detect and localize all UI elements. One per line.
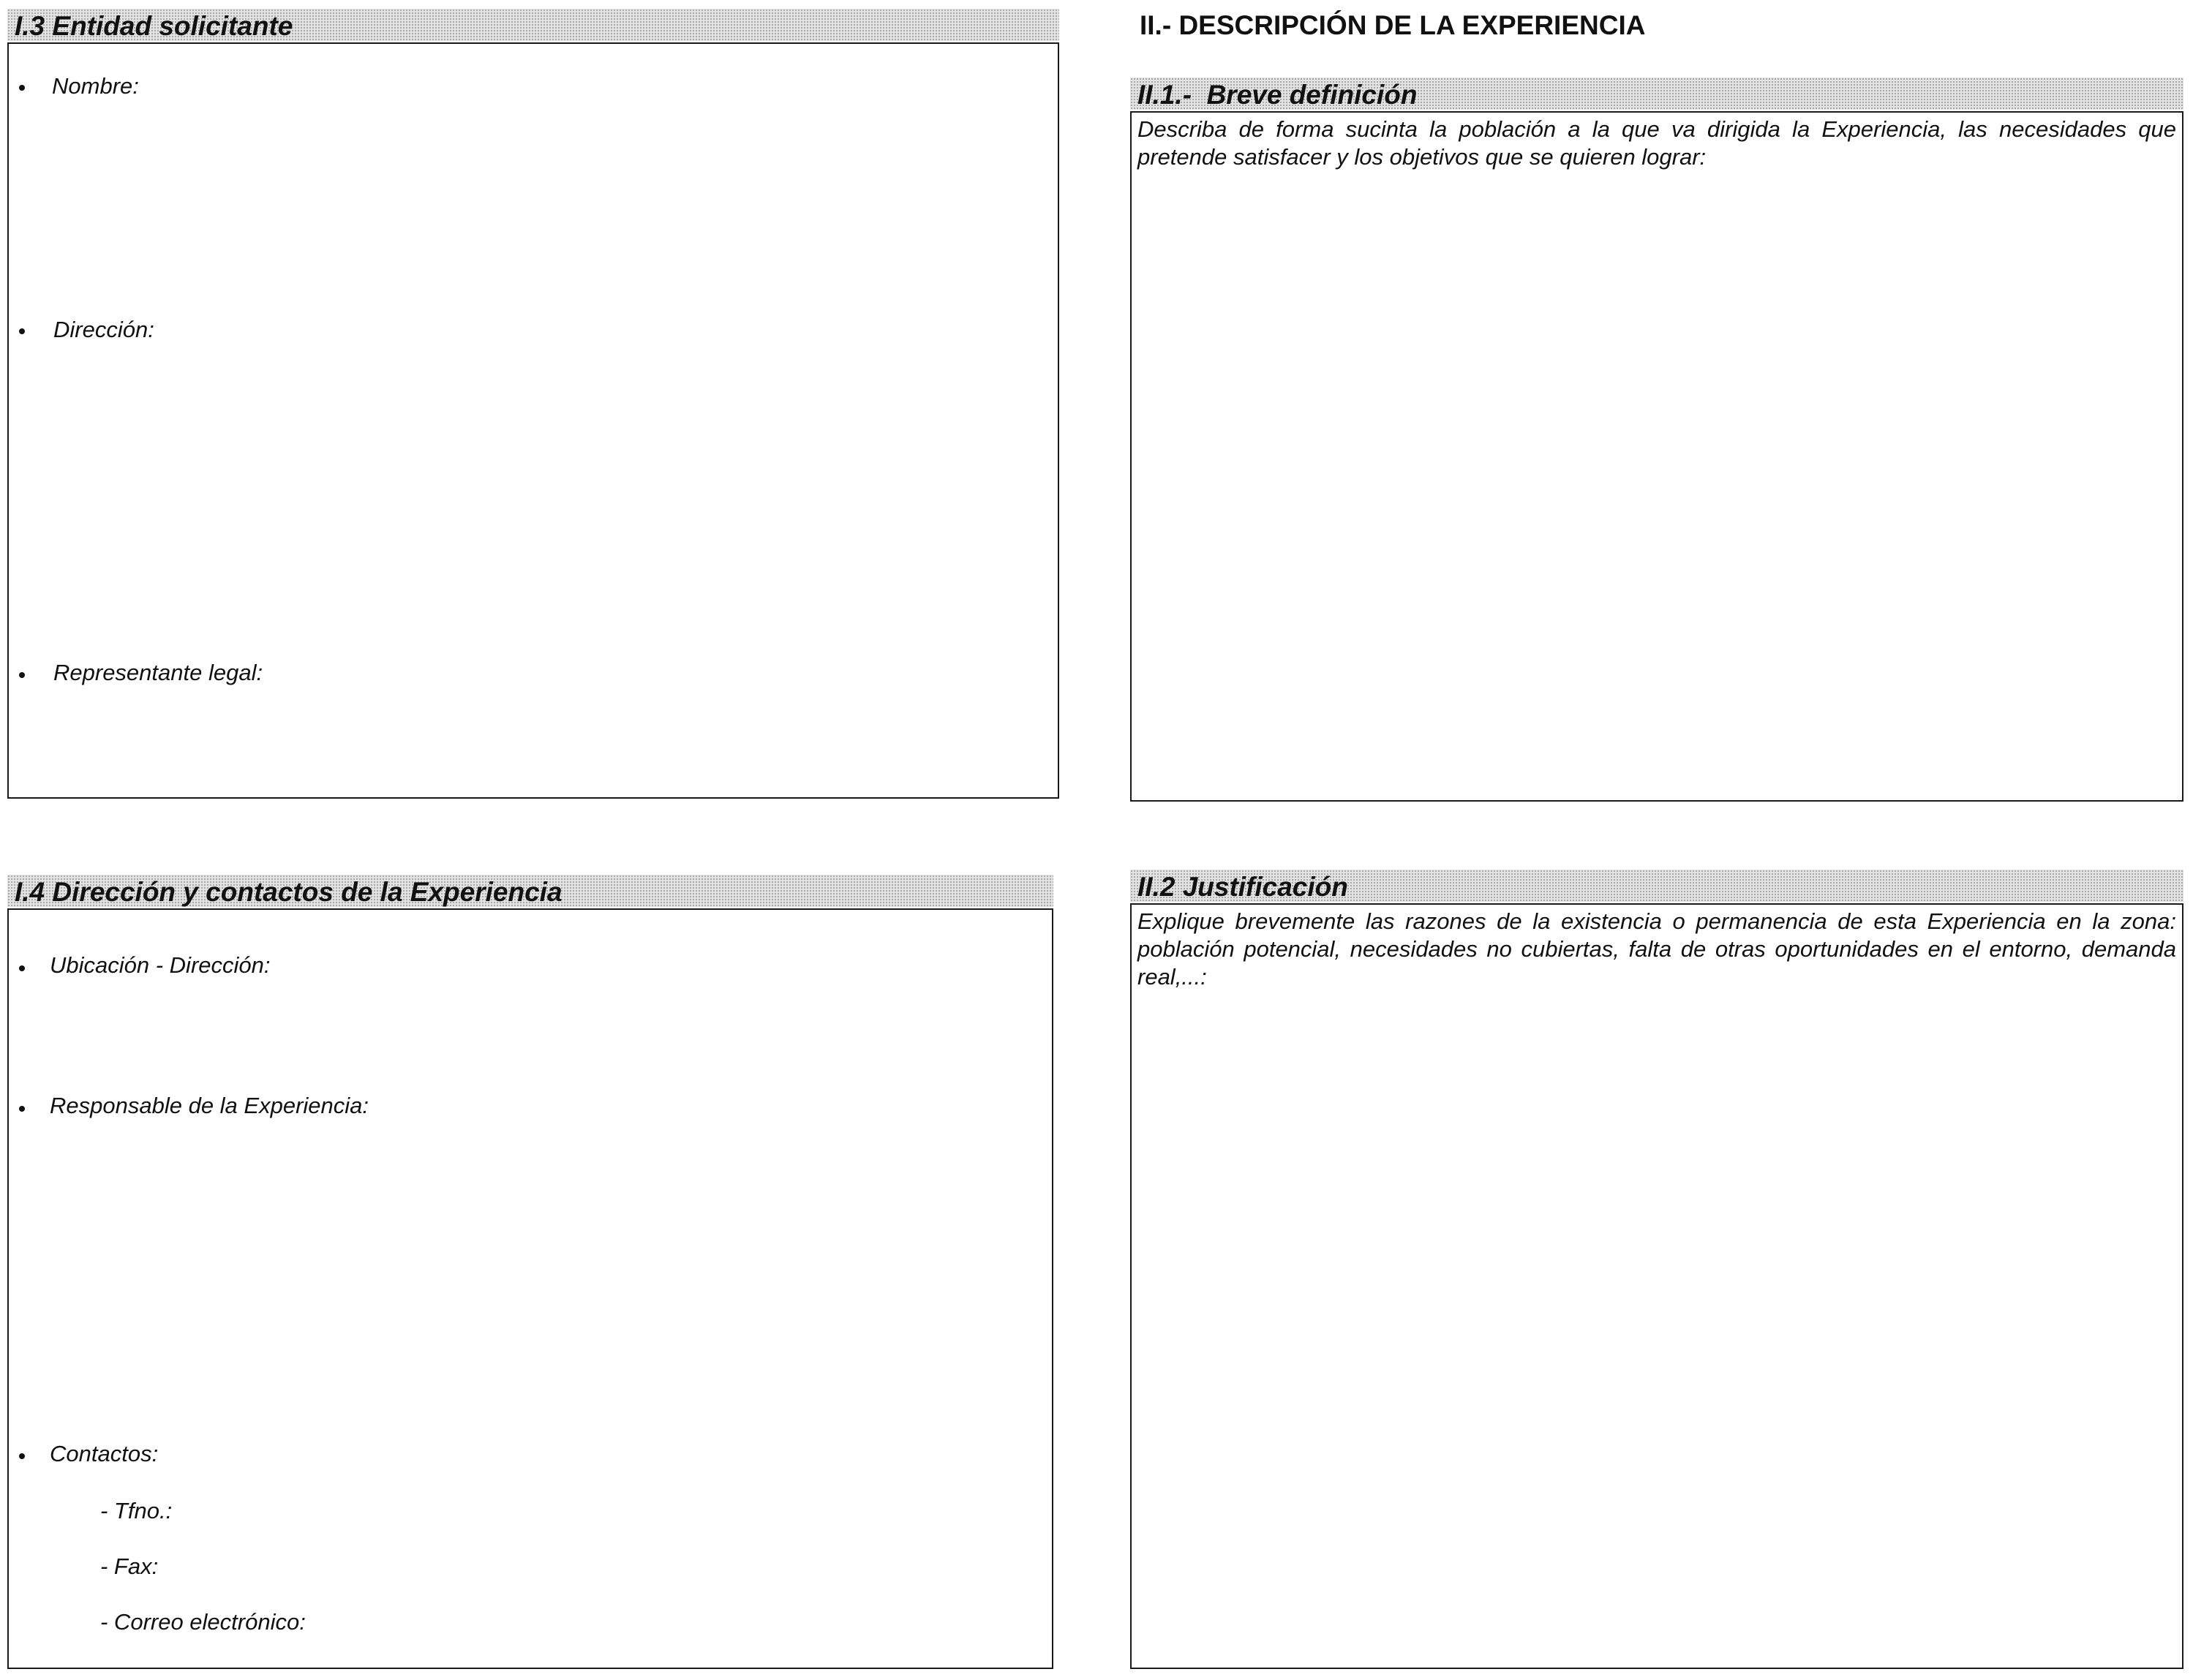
field-direccion: Dirección: xyxy=(53,317,154,342)
section-header-entidad xyxy=(7,9,1059,41)
bullet-icon xyxy=(19,965,25,971)
justificacion-box xyxy=(1130,903,2183,1669)
field-fax: - Fax: xyxy=(100,1553,159,1579)
section-title-direccion-contactos: I.4 Dirección y contactos de la Experiencia xyxy=(15,877,563,907)
direccion-contactos-box xyxy=(7,908,1053,1669)
bullet-icon xyxy=(19,328,25,334)
bullet-icon xyxy=(19,672,25,678)
breve-definicion-instructions: Describa de forma sucinta la población a la que va dirigida la Experiencia, las necesidades que pretende satisfacer y los objetivos que se quieren lograr: xyxy=(1137,116,2176,170)
field-representante-legal: Representante legal: xyxy=(53,660,263,685)
bullet-icon xyxy=(19,85,25,91)
field-ubicacion-direccion: Ubicación - Dirección: xyxy=(50,952,271,978)
section-header-justificacion xyxy=(1130,870,2183,902)
field-telefono: - Tfno.: xyxy=(100,1498,173,1523)
section-header-direccion-contactos xyxy=(7,875,1053,907)
section-title-entidad: I.3 Entidad solicitante xyxy=(15,11,293,41)
part-ii-heading: II.- DESCRIPCIÓN DE LA EXPERIENCIA xyxy=(1140,10,1646,40)
field-contactos: Contactos: xyxy=(50,1441,159,1466)
section-title-justificacion: II.2 Justificación xyxy=(1137,872,1348,902)
section-header-breve-definicion xyxy=(1130,78,2183,110)
bullet-icon xyxy=(19,1106,25,1112)
field-responsable: Responsable de la Experiencia: xyxy=(50,1093,369,1118)
bullet-icon xyxy=(19,1453,25,1459)
field-correo-electronico: - Correo electrónico: xyxy=(100,1609,306,1635)
justificacion-instructions: Explique brevemente las razones de la existencia o permanencia de esta Experiencia en la zona: población potencial, necesidades no cubiertas, falta de otras oportunidades en el entorno, demanda real,...: xyxy=(1137,908,2176,990)
breve-definicion-box xyxy=(1130,111,2183,802)
section-title-breve-definicion: II.1.- Breve definición xyxy=(1137,80,1418,110)
field-nombre: Nombre: xyxy=(52,73,139,99)
entidad-box xyxy=(7,42,1059,799)
